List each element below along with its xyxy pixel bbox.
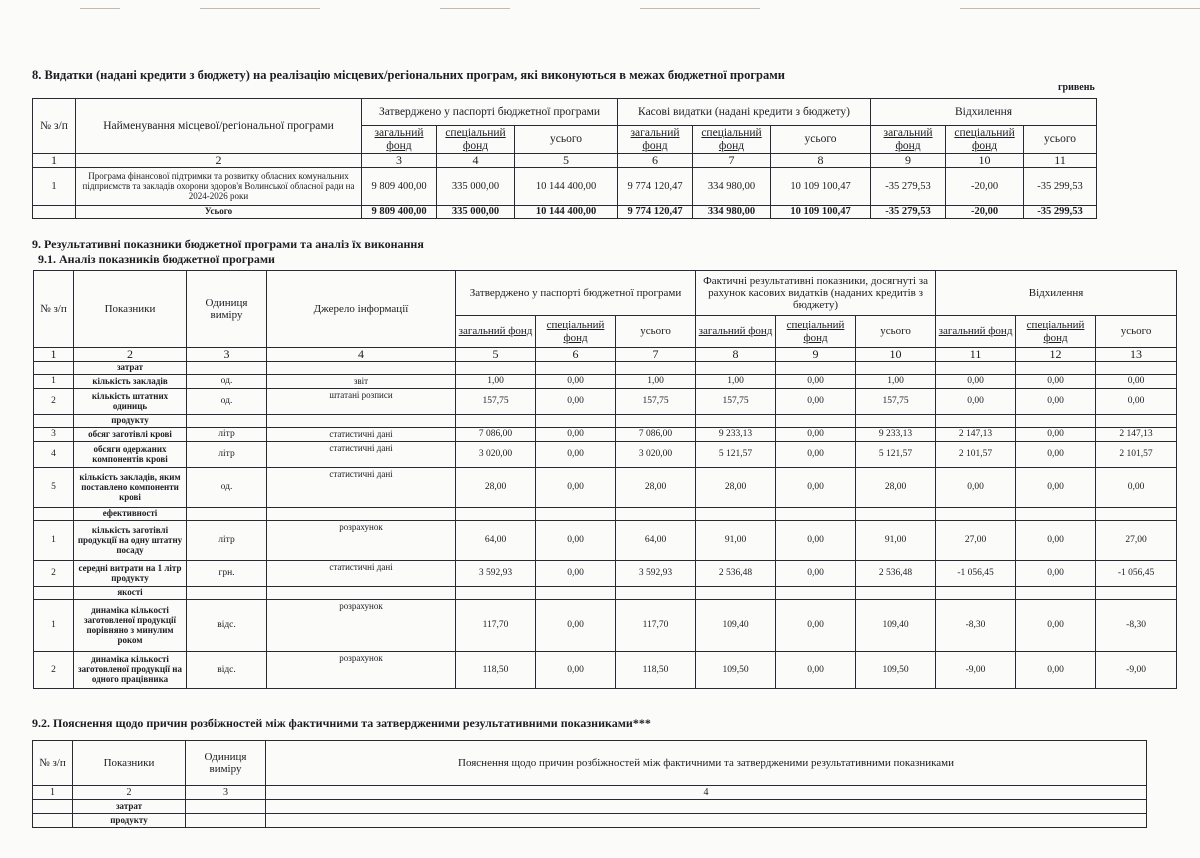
empty-cell (616, 415, 696, 428)
empty-cell (267, 362, 456, 375)
currency-label: гривень (1058, 82, 1095, 93)
scan-artifact (80, 8, 120, 9)
empty-cell (186, 814, 266, 828)
value-cell: 1,00 (616, 375, 696, 389)
empty-cell (267, 587, 456, 600)
value-cell: 0,00 (776, 600, 856, 652)
group-label: ефективності (74, 508, 187, 521)
value-cell: 0,00 (776, 561, 856, 587)
value-cell: 0,00 (536, 561, 616, 587)
empty-cell (456, 362, 536, 375)
value-cell: 335 000,00 (437, 168, 515, 206)
value-cell: 27,00 (1096, 521, 1177, 561)
value-cell: 0,00 (936, 375, 1016, 389)
empty-cell (536, 508, 616, 521)
empty-cell (776, 415, 856, 428)
source-cell: статистичні дані (267, 468, 456, 508)
program-name: Програма фінансової підтримки та розвитку обласних комунальних підприємств та закладів охорони здоров'я Волинської обласної ради на 2024-2026 роки (76, 168, 362, 206)
empty-cell (856, 362, 936, 375)
header-total: усього (1024, 126, 1097, 154)
explanation-cell (266, 814, 1147, 828)
header-explanation: Пояснення щодо причин розбіжностей між фактичними та затвердженими результативними показниками (266, 741, 1147, 786)
header-deviation: Відхилення (936, 271, 1177, 316)
unit-cell: од. (187, 375, 267, 389)
source-cell: розрахунок (267, 600, 456, 652)
empty-cell (696, 508, 776, 521)
empty-cell (1016, 508, 1096, 521)
empty-cell (33, 206, 76, 219)
indicator-name: кількість закладів (74, 375, 187, 389)
value-cell: 9 233,13 (856, 428, 936, 442)
source-cell: статистичні дані (267, 561, 456, 587)
unit-cell: літр (187, 442, 267, 468)
table-row (33, 168, 1097, 206)
group-label: продукту (74, 415, 187, 428)
col-index: 4 (437, 154, 515, 168)
value-cell: 109,40 (856, 600, 936, 652)
total-value: -35 299,53 (1024, 206, 1097, 219)
empty-cell (776, 362, 856, 375)
empty-cell (856, 508, 936, 521)
section-9-2-table (32, 740, 1147, 828)
value-cell: 0,00 (1016, 468, 1096, 508)
empty-cell (616, 508, 696, 521)
empty-cell (1016, 587, 1096, 600)
col-index: 7 (693, 154, 771, 168)
col-index: 10 (856, 348, 936, 362)
empty-cell (936, 587, 1016, 600)
header-special-fund: спеціальний фонд (776, 316, 856, 348)
header-num: № з/п (33, 741, 73, 786)
header-general-fund: загальний фонд (362, 126, 437, 154)
col-index: 7 (616, 348, 696, 362)
indicator-name: кількість заготівлі продукції на одну штатну посаду (74, 521, 187, 561)
group-row (33, 800, 1147, 814)
empty-cell (536, 587, 616, 600)
indicator-name: динаміка кількості заготовленої продукції на одного працівника (74, 652, 187, 689)
value-cell: 0,00 (1016, 442, 1096, 468)
value-cell: 1,00 (696, 375, 776, 389)
source-cell: розрахунок (267, 652, 456, 689)
col-index: 6 (536, 348, 616, 362)
empty-cell (187, 362, 267, 375)
value-cell: 28,00 (456, 468, 536, 508)
header-deviation: Відхилення (871, 99, 1097, 126)
value-cell: 64,00 (456, 521, 536, 561)
empty-cell (616, 362, 696, 375)
empty-cell (34, 362, 74, 375)
value-cell: 109,40 (696, 600, 776, 652)
table-row (34, 468, 1177, 508)
col-index: 8 (771, 154, 871, 168)
group-row (34, 415, 1177, 428)
unit-cell: од. (187, 389, 267, 415)
empty-cell (34, 587, 74, 600)
empty-cell (1096, 362, 1177, 375)
header-general-fund: загальний фонд (618, 126, 693, 154)
empty-cell (1016, 415, 1096, 428)
table-row (34, 600, 1177, 652)
value-cell: 157,75 (616, 389, 696, 415)
value-cell: 2 147,13 (936, 428, 1016, 442)
header-cash-expenses: Касові видатки (надані кредити з бюджету) (618, 99, 871, 126)
empty-cell (1096, 415, 1177, 428)
value-cell: 9 774 120,47 (618, 168, 693, 206)
row-num: 3 (34, 428, 74, 442)
header-general-fund: загальний фонд (936, 316, 1016, 348)
col-index: 11 (936, 348, 1016, 362)
col-index: 1 (34, 348, 74, 362)
header-special-fund: спеціальний фонд (1016, 316, 1096, 348)
value-cell: 9 233,13 (696, 428, 776, 442)
value-cell: 0,00 (536, 600, 616, 652)
scan-artifact (200, 8, 320, 9)
group-row (34, 587, 1177, 600)
source-cell: статистичні дані (267, 442, 456, 468)
col-index: 1 (33, 154, 76, 168)
empty-cell (33, 814, 73, 828)
value-cell: 3 020,00 (616, 442, 696, 468)
header-approved: Затверджено у паспорті бюджетної програми (456, 271, 696, 316)
value-cell: -35 279,53 (871, 168, 946, 206)
value-cell: 10 109 100,47 (771, 168, 871, 206)
empty-cell (616, 587, 696, 600)
value-cell: 0,00 (1016, 600, 1096, 652)
group-row (33, 814, 1147, 828)
col-index: 8 (696, 348, 776, 362)
value-cell: -1 056,45 (936, 561, 1016, 587)
value-cell: -8,30 (936, 600, 1016, 652)
value-cell: 2 101,57 (936, 442, 1016, 468)
empty-cell (33, 800, 73, 814)
total-value: -35 279,53 (871, 206, 946, 219)
total-label: Усього (76, 206, 362, 219)
value-cell: 0,00 (776, 652, 856, 689)
header-total: усього (515, 126, 618, 154)
header-actual: Фактичні результативні показники, досягнуті за рахунок касових видатків (наданих кредитів з бюджету) (696, 271, 936, 316)
col-index: 5 (515, 154, 618, 168)
value-cell: 118,50 (456, 652, 536, 689)
value-cell: 1,00 (456, 375, 536, 389)
col-index: 4 (266, 786, 1147, 800)
header-general-fund: загальний фонд (456, 316, 536, 348)
unit-cell: од. (187, 468, 267, 508)
row-num: 1 (34, 521, 74, 561)
value-cell: 0,00 (1096, 375, 1177, 389)
value-cell: 0,00 (536, 521, 616, 561)
table-row (34, 442, 1177, 468)
section-9-1-title: 9.1. Аналіз показників бюджетної програми (38, 252, 275, 266)
value-cell: 157,75 (456, 389, 536, 415)
value-cell: 10 144 400,00 (515, 168, 618, 206)
empty-cell (187, 508, 267, 521)
value-cell: 0,00 (1016, 652, 1096, 689)
empty-cell (34, 508, 74, 521)
table-row (34, 652, 1177, 689)
total-value: 9 809 400,00 (362, 206, 437, 219)
unit-cell: літр (187, 521, 267, 561)
value-cell: 0,00 (936, 389, 1016, 415)
indicator-name: середні витрати на 1 літр продукту (74, 561, 187, 587)
value-cell: 118,50 (616, 652, 696, 689)
value-cell: 0,00 (536, 652, 616, 689)
value-cell: 0,00 (536, 428, 616, 442)
empty-cell (187, 587, 267, 600)
value-cell: 5 121,57 (696, 442, 776, 468)
header-special-fund: спеціальний фонд (536, 316, 616, 348)
empty-cell (936, 362, 1016, 375)
column-index-row (33, 154, 1097, 168)
empty-cell (536, 415, 616, 428)
total-value: 335 000,00 (437, 206, 515, 219)
row-num: 2 (34, 652, 74, 689)
source-cell: статистичні дані (267, 428, 456, 442)
col-index: 2 (76, 154, 362, 168)
section-9-2-title: 9.2. Пояснення щодо причин розбіжностей між фактичними та затвердженими результативними показниками*** (32, 716, 651, 730)
value-cell: 109,50 (856, 652, 936, 689)
value-cell: 0,00 (776, 428, 856, 442)
unit-cell: відс. (187, 652, 267, 689)
value-cell: 0,00 (1016, 389, 1096, 415)
row-num: 1 (33, 168, 76, 206)
col-index: 6 (618, 154, 693, 168)
table-row (34, 521, 1177, 561)
value-cell: 2 536,48 (856, 561, 936, 587)
empty-cell (696, 587, 776, 600)
header-special-fund: спеціальний фонд (437, 126, 515, 154)
total-value: -20,00 (946, 206, 1024, 219)
total-value: 9 774 120,47 (618, 206, 693, 219)
empty-cell (856, 587, 936, 600)
empty-cell (34, 415, 74, 428)
value-cell: 0,00 (1016, 561, 1096, 587)
value-cell: 91,00 (856, 521, 936, 561)
header-source: Джерело інформації (267, 271, 456, 348)
col-index: 2 (73, 786, 186, 800)
empty-cell (456, 587, 536, 600)
total-row (33, 206, 1097, 219)
value-cell: -8,30 (1096, 600, 1177, 652)
group-label: продукту (73, 814, 186, 828)
row-num: 5 (34, 468, 74, 508)
header-indicators: Показники (74, 271, 187, 348)
header-unit: Одиниця виміру (186, 741, 266, 786)
col-index: 4 (267, 348, 456, 362)
value-cell: 0,00 (1016, 428, 1096, 442)
value-cell: 157,75 (856, 389, 936, 415)
value-cell: 117,70 (456, 600, 536, 652)
empty-cell (536, 362, 616, 375)
header-total: усього (1096, 316, 1177, 348)
empty-cell (936, 508, 1016, 521)
source-cell: штатані розписи (267, 389, 456, 415)
header-approved: Затверджено у паспорті бюджетної програми (362, 99, 618, 126)
section-9-1-table (33, 270, 1177, 689)
section-8-table (32, 98, 1097, 219)
header-general-fund: загальний фонд (696, 316, 776, 348)
value-cell: 0,00 (936, 468, 1016, 508)
value-cell: 3 592,93 (616, 561, 696, 587)
col-index: 3 (362, 154, 437, 168)
col-index: 9 (776, 348, 856, 362)
value-cell: 3 592,93 (456, 561, 536, 587)
header-total: усього (616, 316, 696, 348)
header-special-fund: спеціальний фонд (946, 126, 1024, 154)
value-cell: -20,00 (946, 168, 1024, 206)
value-cell: 0,00 (1096, 468, 1177, 508)
source-cell: звіт (267, 375, 456, 389)
header-indicators: Показники (73, 741, 186, 786)
value-cell: 0,00 (776, 375, 856, 389)
total-value: 10 109 100,47 (771, 206, 871, 219)
row-num: 1 (34, 600, 74, 652)
header-unit: Одиниця виміру (187, 271, 267, 348)
value-cell: 9 809 400,00 (362, 168, 437, 206)
column-index-row (33, 786, 1147, 800)
empty-cell (456, 508, 536, 521)
unit-cell: відс. (187, 600, 267, 652)
empty-cell (936, 415, 1016, 428)
value-cell: 28,00 (616, 468, 696, 508)
empty-cell (696, 362, 776, 375)
col-index: 3 (187, 348, 267, 362)
empty-cell (776, 587, 856, 600)
header-num: № з/п (34, 271, 74, 348)
value-cell: 64,00 (616, 521, 696, 561)
group-label: затрат (74, 362, 187, 375)
value-cell: 334 980,00 (693, 168, 771, 206)
empty-cell (856, 415, 936, 428)
total-value: 10 144 400,00 (515, 206, 618, 219)
unit-cell: грн. (187, 561, 267, 587)
unit-cell: літр (187, 428, 267, 442)
indicator-name: обсяги одержаних компонентів крові (74, 442, 187, 468)
scan-artifact (640, 8, 760, 9)
col-index: 9 (871, 154, 946, 168)
value-cell: 0,00 (536, 375, 616, 389)
value-cell: 0,00 (776, 389, 856, 415)
col-index: 11 (1024, 154, 1097, 168)
value-cell: 0,00 (536, 389, 616, 415)
header-num: № з/п (33, 99, 76, 154)
group-label: якості (74, 587, 187, 600)
table-row (34, 561, 1177, 587)
value-cell: 28,00 (856, 468, 936, 508)
empty-cell (1096, 587, 1177, 600)
header-program-name: Найменування місцевої/регіональної програми (76, 99, 362, 154)
table-row (34, 389, 1177, 415)
empty-cell (187, 415, 267, 428)
scan-artifact (440, 8, 510, 9)
total-value: 334 980,00 (693, 206, 771, 219)
indicator-name: динаміка кількості заготовленої продукції порівняно з минулим роком (74, 600, 187, 652)
value-cell: 157,75 (696, 389, 776, 415)
value-cell: 0,00 (1016, 375, 1096, 389)
value-cell: 91,00 (696, 521, 776, 561)
value-cell: 0,00 (536, 468, 616, 508)
value-cell: 7 086,00 (456, 428, 536, 442)
empty-cell (1016, 362, 1096, 375)
col-index: 13 (1096, 348, 1177, 362)
value-cell: 0,00 (1096, 389, 1177, 415)
indicator-name: обсяг заготівлі крові (74, 428, 187, 442)
scan-artifact (960, 8, 1200, 9)
value-cell: 27,00 (936, 521, 1016, 561)
col-index: 5 (456, 348, 536, 362)
value-cell: 28,00 (696, 468, 776, 508)
col-index: 12 (1016, 348, 1096, 362)
section-8-title: 8. Видатки (надані кредити з бюджету) на реалізацію місцевих/регіональних програм, які виконуються в межах бюджетної програми (32, 68, 785, 82)
row-num: 4 (34, 442, 74, 468)
value-cell: -35 299,53 (1024, 168, 1097, 206)
empty-cell (696, 415, 776, 428)
column-index-row (34, 348, 1177, 362)
row-num: 1 (34, 375, 74, 389)
value-cell: 0,00 (536, 442, 616, 468)
empty-cell (267, 415, 456, 428)
value-cell: -9,00 (936, 652, 1016, 689)
value-cell: 117,70 (616, 600, 696, 652)
indicator-name: кількість закладів, яким поставлено компоненти крові (74, 468, 187, 508)
col-index: 1 (33, 786, 73, 800)
row-num: 2 (34, 389, 74, 415)
group-row (34, 508, 1177, 521)
col-index: 2 (74, 348, 187, 362)
value-cell: 5 121,57 (856, 442, 936, 468)
value-cell: 2 147,13 (1096, 428, 1177, 442)
header-total: усього (856, 316, 936, 348)
value-cell: -1 056,45 (1096, 561, 1177, 587)
empty-cell (776, 508, 856, 521)
value-cell: 2 101,57 (1096, 442, 1177, 468)
source-cell: розрахунок (267, 521, 456, 561)
table-row (34, 375, 1177, 389)
header-general-fund: загальний фонд (871, 126, 946, 154)
row-num: 2 (34, 561, 74, 587)
col-index: 3 (186, 786, 266, 800)
value-cell: 3 020,00 (456, 442, 536, 468)
value-cell: 0,00 (776, 468, 856, 508)
empty-cell (1096, 508, 1177, 521)
empty-cell (456, 415, 536, 428)
value-cell: 109,50 (696, 652, 776, 689)
value-cell: 2 536,48 (696, 561, 776, 587)
indicator-name: кількість штатних одиниць (74, 389, 187, 415)
value-cell: 0,00 (776, 521, 856, 561)
empty-cell (267, 508, 456, 521)
col-index: 10 (946, 154, 1024, 168)
group-row (34, 362, 1177, 375)
empty-cell (186, 800, 266, 814)
header-total: усього (771, 126, 871, 154)
value-cell: 0,00 (776, 442, 856, 468)
explanation-cell (266, 800, 1147, 814)
value-cell: 0,00 (1016, 521, 1096, 561)
value-cell: 1,00 (856, 375, 936, 389)
header-special-fund: спеціальний фонд (693, 126, 771, 154)
value-cell: -9,00 (1096, 652, 1177, 689)
group-label: затрат (73, 800, 186, 814)
section-9-title: 9. Результативні показники бюджетної програми та аналіз їх виконання (32, 237, 424, 251)
value-cell: 7 086,00 (616, 428, 696, 442)
table-row (34, 428, 1177, 442)
